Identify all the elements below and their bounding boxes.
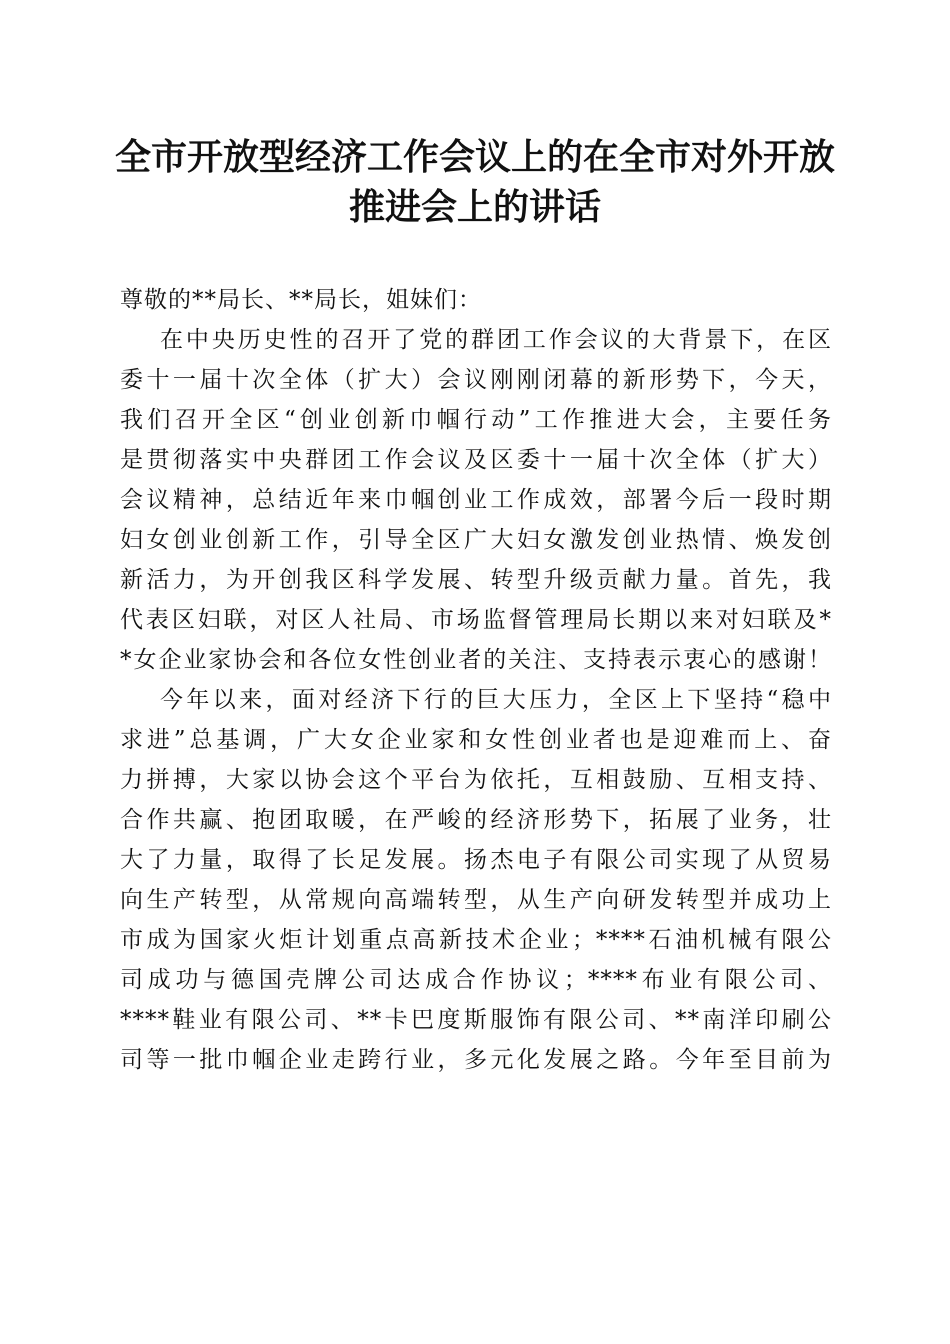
title-line-1: 全市开放型经济工作会议上的在全市对外开放 — [114, 136, 835, 178]
title-line-2: 推进会上的讲话 — [348, 186, 601, 228]
paragraph-line: 新活力，为开创我区科学发展、转型升级贡献力量。首先，我 — [120, 567, 832, 593]
paragraph-line: *女企业家协会和各位女性创业者的关注、支持表示衷心的感谢！ — [120, 647, 832, 673]
document-title — [100, 132, 850, 232]
paragraph-line: 向生产转型，从常规向高端转型，从生产向研发转型并成功上 — [120, 887, 832, 913]
paragraph-line: 司成功与德国壳牌公司达成合作协议；****布业有限公司、 — [120, 967, 832, 993]
paragraph-line: 司等一批巾帼企业走跨行业，多元化发展之路。今年至目前为 — [120, 1047, 832, 1073]
paragraph-line: 会议精神，总结近年来巾帼创业工作成效，部署今后一段时期 — [120, 487, 832, 513]
paragraph-line: 合作共赢、抱团取暖，在严峻的经济形势下，拓展了业务，壮 — [120, 807, 832, 833]
paragraph-line: 委十一届十次全体（扩大）会议刚刚闭幕的新形势下，今天， — [120, 367, 832, 393]
salutation: 尊敬的**局长、**局长，姐妹们： — [120, 287, 482, 313]
paragraph-line: 妇女创业创新工作，引导全区广大妇女激发创业热情、焕发创 — [120, 527, 832, 553]
document-body — [120, 280, 832, 1080]
paragraph-line: 是贯彻落实中央群团工作会议及区委十一届十次全体（扩大） — [120, 447, 832, 473]
paragraph-line: 在中央历史性的召开了党的群团工作会议的大背景下，在区 — [160, 327, 832, 353]
paragraph-line: 代表区妇联，对区人社局、市场监督管理局长期以来对妇联及* — [120, 607, 832, 633]
paragraph-line: 求进”总基调，广大女企业家和女性创业者也是迎难而上、奋 — [120, 727, 832, 753]
paragraph-line: 力拼搏，大家以协会这个平台为依托，互相鼓励、互相支持、 — [120, 767, 832, 793]
paragraph-1 — [120, 320, 832, 680]
paragraph-2 — [120, 680, 832, 1080]
paragraph-line: 大了力量，取得了长足发展。扬杰电子有限公司实现了从贸易 — [120, 847, 832, 873]
paragraph-line: 今年以来，面对经济下行的巨大压力，全区上下坚持“稳中 — [160, 687, 832, 713]
paragraph-line: 我们召开全区“创业创新巾帼行动”工作推进大会，主要任务 — [120, 407, 832, 433]
paragraph-line: 市成为国家火炬计划重点高新技术企业；****石油机械有限公 — [120, 927, 832, 953]
paragraph-line: ****鞋业有限公司、**卡巴度斯服饰有限公司、**南洋印刷公 — [120, 1007, 832, 1033]
